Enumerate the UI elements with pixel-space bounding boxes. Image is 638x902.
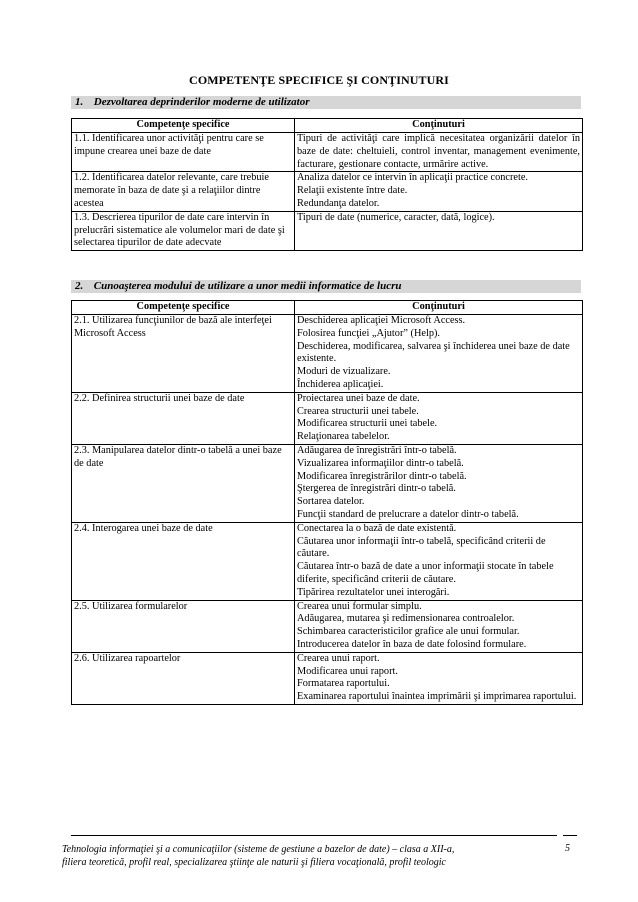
continut-item: Deschiderea aplicaţiei Microsoft Access. bbox=[297, 315, 466, 326]
table-row bbox=[72, 600, 583, 652]
footer-line-2: filiera teoretică, profil real, specializarea ştiinţe ale naturii şi filiera vocaţională, profil teologic bbox=[62, 857, 446, 868]
table-row bbox=[72, 133, 583, 172]
table-row bbox=[72, 211, 583, 250]
competenta-cell: 2.2. Definirea structurii unei baze de date bbox=[72, 392, 295, 444]
continuturi-cell bbox=[295, 133, 583, 172]
footer-divider bbox=[71, 835, 557, 836]
section-title: Cunoaşterea modului de utilizare a unor medii informatice de lucru bbox=[93, 280, 402, 292]
competenta-cell: 2.3. Manipularea datelor dintr-o tabelă a unei baze de date bbox=[72, 444, 295, 522]
continut-item: Examinarea raportului înaintea imprimării şi imprimarea raportului. bbox=[297, 691, 577, 703]
section-heading-2 bbox=[71, 280, 581, 293]
continut-item: Tipuri de activităţi care implică necesitatea organizării datelor în baze de date: cheltuieli, control inventar, management evenimente, facturare, gestionare contacte, urmărire active. bbox=[297, 133, 580, 170]
continut-item: Crearea unui formular simplu. bbox=[297, 600, 422, 612]
column-header-competente: Competenţe specifice bbox=[72, 301, 295, 315]
column-header-continuturi: Conţinuturi bbox=[295, 119, 583, 133]
column-header-competente: Competenţe specifice bbox=[72, 119, 295, 133]
continuturi-cell bbox=[295, 392, 583, 444]
competenta-cell: 1.2. Identificarea datelor relevante, care trebuie memorate în baza de date şi a relaţiilor dintre acestea bbox=[72, 172, 295, 211]
continut-item: Modificarea înregistrărilor dintr-o tabelă. bbox=[297, 470, 467, 482]
continut-item: Închiderea aplicaţiei. bbox=[297, 378, 384, 390]
continut-item: Relaţionarea tabelelor. bbox=[297, 431, 390, 443]
continut-item: Introducerea datelor în baza de date folosind formulare. bbox=[297, 638, 527, 650]
continut-item: Crearea unui raport. bbox=[297, 652, 380, 664]
continut-item: Sortarea datelor. bbox=[297, 496, 365, 508]
section-heading-1 bbox=[71, 96, 581, 109]
section-title: Dezvoltarea deprinderilor moderne de utilizator bbox=[93, 96, 310, 108]
footer-text bbox=[62, 843, 532, 869]
table-row bbox=[72, 652, 583, 704]
continut-item: Analiza datelor ce intervin în aplicaţii practice concrete. bbox=[297, 172, 528, 184]
page-title: COMPETENŢE SPECIFICE ŞI CONŢINUTURI bbox=[189, 73, 449, 87]
continut-item: Adăugarea de înregistrări într-o tabelă. bbox=[297, 444, 457, 456]
continut-item: Schimbarea caracteristicilor grafice ale unui formular. bbox=[297, 626, 520, 638]
page-number: 5 bbox=[565, 843, 570, 854]
continuturi-cell bbox=[295, 315, 583, 393]
table-body bbox=[72, 133, 583, 251]
continut-item: Crearea structurii unei tabele. bbox=[297, 405, 419, 417]
competenta-cell: 2.4. Interogarea unei baze de date bbox=[72, 522, 295, 600]
continut-item: Redundanţa datelor. bbox=[297, 197, 380, 209]
footer-line-1: Tehnologia informaţiei şi a comunicaţiilor (sisteme de gestiune a bazelor de date) – clasa a XII-a, bbox=[62, 844, 455, 855]
table-row bbox=[72, 315, 583, 393]
section-number: 2. bbox=[75, 280, 84, 292]
continuturi-cell bbox=[295, 522, 583, 600]
table-row bbox=[72, 444, 583, 522]
continuturi-cell bbox=[295, 444, 583, 522]
continuturi-cell bbox=[295, 600, 583, 652]
competenta-cell: 1.3. Descrierea tipurilor de date care intervin în prelucrări sistematice ale volumelor mari de date şi selectarea tipurilor de date adecvate bbox=[72, 211, 295, 250]
continut-item: Tipărirea rezultatelor unei interogări. bbox=[297, 586, 450, 598]
section-number: 1. bbox=[75, 96, 84, 108]
continut-item: Adăugarea, mutarea şi redimensionarea controalelor. bbox=[297, 613, 515, 625]
continuturi-cell bbox=[295, 211, 583, 250]
continut-item: Căutarea unor informaţii într-o tabelă, specificând criterii de căutare. bbox=[297, 535, 546, 560]
continut-item: Funcţii standard de prelucrare a datelor dintr-o tabelă. bbox=[297, 508, 519, 520]
continut-item: Vizualizarea informaţiilor dintr-o tabelă. bbox=[297, 457, 464, 469]
competente-table-1 bbox=[71, 118, 583, 251]
continuturi-cell bbox=[295, 652, 583, 704]
continut-item: Modificarea structurii unei tabele. bbox=[297, 418, 438, 430]
competente-table-2 bbox=[71, 300, 583, 705]
table-row bbox=[72, 392, 583, 444]
continut-item: Relaţii existente între date. bbox=[297, 185, 408, 197]
table-header-row bbox=[72, 119, 583, 133]
continut-item: Modificarea unui raport. bbox=[297, 665, 398, 677]
continut-item: Căutarea într-o bază de date a unor informaţii stocate în tabele diferite, specificând criterii de căutare. bbox=[297, 561, 554, 585]
continut-item: Ştergerea de înregistrări dintr-o tabelă. bbox=[297, 483, 456, 495]
table-row bbox=[72, 172, 583, 211]
continut-item: Conectarea la o bază de date existentă. bbox=[297, 522, 457, 534]
table-body bbox=[72, 315, 583, 705]
footer-divider-short bbox=[563, 835, 577, 836]
continut-item: Proiectarea unei baze de date. bbox=[297, 392, 420, 404]
competenta-cell: 2.1. Utilizarea funcţiunilor de bază ale interfeţei Microsoft Access bbox=[72, 315, 295, 393]
continuturi-cell bbox=[295, 172, 583, 211]
continut-item: Moduri de vizualizare. bbox=[297, 366, 391, 378]
table-row bbox=[72, 522, 583, 600]
competenta-cell: 2.5. Utilizarea formularelor bbox=[72, 600, 295, 652]
competenta-cell: 1.1. Identificarea unor activităţi pentru care se impune crearea unei baze de date bbox=[72, 133, 295, 172]
continut-item: Tipuri de date (numerice, caracter, dată, logice). bbox=[297, 211, 495, 223]
continut-item: Formatarea raportului. bbox=[297, 678, 390, 690]
column-header-continuturi: Conţinuturi bbox=[295, 301, 583, 315]
continut-item: Deschiderea, modificarea, salvarea şi închiderea unei baze de date existente. bbox=[297, 340, 570, 365]
table-header-row bbox=[72, 301, 583, 315]
continut-item: Folosirea funcţiei „Ajutor” (Help). bbox=[297, 327, 440, 339]
competenta-cell: 2.6. Utilizarea rapoartelor bbox=[72, 652, 295, 704]
